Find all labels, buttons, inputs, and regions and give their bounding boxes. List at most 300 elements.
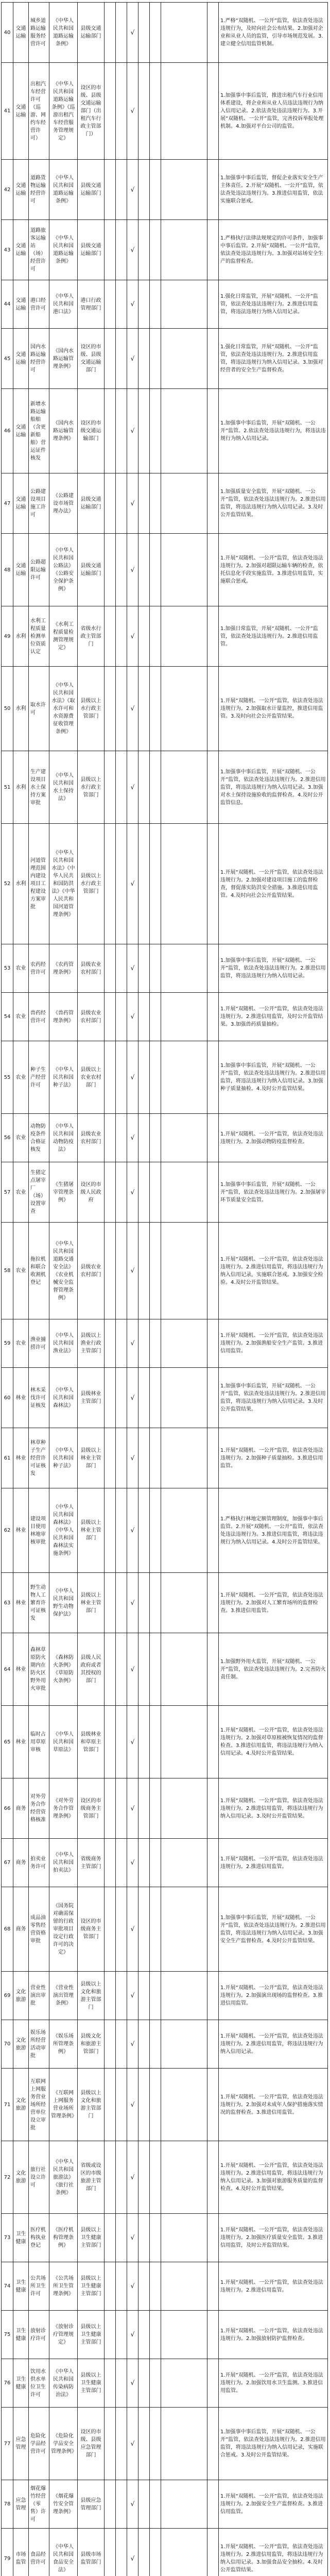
- cell-blank: [116, 1839, 127, 1887]
- table-row: [2, 1887, 328, 1972]
- cell-blank: [105, 1223, 116, 1319]
- cell-category: 农业: [13, 1319, 29, 1368]
- cell-blank: [138, 534, 150, 606]
- cell-method: [161, 1839, 207, 1887]
- cell-check: √: [127, 534, 138, 606]
- cell-no: 48: [2, 534, 13, 606]
- cell-check: √: [127, 2311, 138, 2359]
- cell-blank: [116, 1041, 127, 1114]
- cell-blank: [105, 1319, 116, 1368]
- table-row: [2, 2069, 328, 2141]
- cell-basis: 《危险化学品安全管理条例》: [49, 2408, 78, 2480]
- cell-method: [161, 667, 207, 751]
- cell-method: [161, 2529, 207, 2576]
- cell-check: √: [127, 160, 138, 220]
- cell-blank: [150, 1368, 161, 1428]
- cell-no: 57: [2, 1162, 13, 1223]
- cell-blank: [150, 667, 161, 751]
- cell-measures: 1.开展“双随机、一公开”监管，依法查处违法违规行为。2.加强对建设项目施工的监督检查，督促落实防洪安全措施。3.推进信用监管。4.及时向社会公开监管结果。: [219, 824, 328, 944]
- table-row: [2, 1573, 328, 1633]
- cell-blank: [105, 944, 116, 993]
- cell-blank: [116, 220, 127, 280]
- cell-measures: 1.开展“双随机、一公开”监管，依法查处违法违规行为。2.推进信用监管。: [219, 2262, 328, 2311]
- cell-item-name: 国内水路运输经营许可: [29, 329, 49, 389]
- cell-basis: 《中华人民共和国道路运输条例》: [49, 3, 78, 63]
- cell-measures: 1.开展“双随机、一公开”监管，依法查处违法违规行为。2.加强饮用水卫生监测。3.推进信用监管。: [219, 2359, 328, 2408]
- cell-blank: [116, 993, 127, 1041]
- table-row: [2, 824, 328, 944]
- cell-blank: [138, 1488, 150, 1573]
- table-row: [2, 1839, 328, 1887]
- cell-blank: [116, 1223, 127, 1319]
- table-row: [2, 3, 328, 63]
- cell-method: [161, 3, 207, 63]
- cell-item-name: 动物防疫条件合格证核发: [29, 1114, 49, 1162]
- cell-department: 县级以上卫生健康主管部门: [78, 2262, 105, 2311]
- cell-method: [161, 2480, 207, 2529]
- cell-department: 县级农业农村部门: [78, 1114, 105, 1162]
- cell-blank: [207, 1162, 219, 1223]
- cell-no: 68: [2, 1887, 13, 1972]
- cell-basis: 《中华人民共和国草原法》: [49, 1706, 78, 1778]
- cell-basis: 《中华人民共和国森林法》: [49, 1368, 78, 1428]
- cell-blank: [105, 2069, 116, 2141]
- cell-method: [161, 1428, 207, 1488]
- cell-blank: [150, 280, 161, 329]
- cell-measures: 1.加强质量安全监管，开展“双随机、一公开”监管，依法查处违法违规行为。2.推进信用监管，将违法违规行为纳入信用记录。3.及时公开监管结果。: [219, 473, 328, 534]
- cell-blank: [150, 2020, 161, 2069]
- cell-check: √: [127, 220, 138, 280]
- cell-basis: 《中华人民共和国道路运输条例》《巡游出租汽车经营服务管理规定》: [49, 63, 78, 160]
- cell-blank: [116, 534, 127, 606]
- cell-category: 水利: [13, 824, 29, 944]
- cell-blank: [116, 1114, 127, 1162]
- cell-blank: [116, 944, 127, 993]
- cell-method: [161, 944, 207, 993]
- cell-blank: [105, 280, 116, 329]
- cell-no: 49: [2, 606, 13, 667]
- cell-basis: 《对外劳务合作管理条例》: [49, 1778, 78, 1839]
- cell-department: 县级以上文化和旅游主管部门: [78, 1972, 105, 2020]
- cell-item-name: 娱乐场所经营活动审批: [29, 2020, 49, 2069]
- cell-blank: [207, 63, 219, 160]
- cell-basis: 《中华人民共和国拍卖法》: [49, 1839, 78, 1887]
- cell-measures: 1.开展“双随机、一公开”监管，依法查处违法违规行为。2.推进信用监管。: [219, 1839, 328, 1887]
- table-row: [2, 2020, 328, 2069]
- cell-basis: 《国务院对确需保留的行政审批项目设定行政许可的决定》: [49, 1887, 78, 1972]
- cell-blank: [207, 944, 219, 993]
- cell-department: 港口行政管理部门: [78, 280, 105, 329]
- cell-no: 58: [2, 1223, 13, 1319]
- cell-method: [161, 389, 207, 473]
- cell-blank: [138, 389, 150, 473]
- cell-no: 56: [2, 1114, 13, 1162]
- cell-item-name: 农药经营许可: [29, 944, 49, 993]
- table-row: [2, 2311, 328, 2359]
- cell-method: [161, 1368, 207, 1428]
- cell-check: √: [127, 1706, 138, 1778]
- cell-measures: 1.开展“双随机、一公开”监管，依法查处违法违规行为。2.推进信用监管，将违法违规行为纳入信用记录。: [219, 2020, 328, 2069]
- cell-blank: [105, 1573, 116, 1633]
- cell-basis: 《农药管理条例》: [49, 944, 78, 993]
- cell-method: [161, 993, 207, 1041]
- cell-blank: [116, 1368, 127, 1428]
- cell-basis: 《互联网上网服务营业场所管理条例》: [49, 2069, 78, 2141]
- cell-department: 设区的市级、县级应急管理部门: [78, 2408, 105, 2480]
- cell-method: [161, 1114, 207, 1162]
- cell-category: 交通运输: [13, 534, 29, 606]
- cell-category: 交通运输: [13, 3, 29, 63]
- cell-measures: 1.严格执行林地定额管理制度，加强事中事后监管。2.开展“双随机、一公开”监管，依法查处违法违规行为。3.推进信用监管，将违法违规行为纳入信用记录。4.及时公开监管结果。: [219, 1488, 328, 1573]
- cell-check: √: [127, 2408, 138, 2480]
- cell-blank: [116, 160, 127, 220]
- cell-category: 交通运输: [13, 329, 29, 389]
- cell-method: [161, 1319, 207, 1368]
- cell-no: 65: [2, 1706, 13, 1778]
- cell-no: 51: [2, 751, 13, 824]
- cell-department: 县级应急管理部门: [78, 2480, 105, 2529]
- cell-method: [161, 1706, 207, 1778]
- table-row: [2, 1223, 328, 1319]
- cell-method: [161, 1488, 207, 1573]
- cell-blank: [105, 329, 116, 389]
- cell-check: √: [127, 63, 138, 160]
- cell-blank: [150, 3, 161, 63]
- cell-method: [161, 2141, 207, 2214]
- table-row: [2, 1778, 328, 1839]
- cell-blank: [138, 667, 150, 751]
- cell-method: [161, 1041, 207, 1114]
- cell-item-name: 渔业捕捞许可: [29, 1319, 49, 1368]
- table-row: [2, 1972, 328, 2020]
- cell-blank: [116, 2069, 127, 2141]
- cell-check: √: [127, 1839, 138, 1887]
- cell-category: 农业: [13, 1223, 29, 1319]
- table-row: [2, 2141, 328, 2214]
- cell-no: 72: [2, 2141, 13, 2214]
- cell-check: √: [127, 280, 138, 329]
- cell-method: [161, 160, 207, 220]
- cell-method: [161, 220, 207, 280]
- cell-method: [161, 534, 207, 606]
- cell-department: 县级以上水行政主管部门: [78, 751, 105, 824]
- cell-blank: [116, 751, 127, 824]
- table-row: [2, 1428, 328, 1488]
- cell-check: √: [127, 2359, 138, 2408]
- cell-category: 农业: [13, 1041, 29, 1114]
- cell-blank: [138, 1428, 150, 1488]
- cell-blank: [207, 1778, 219, 1839]
- cell-category: 交通运输: [13, 220, 29, 280]
- cell-blank: [138, 606, 150, 667]
- cell-basis: 《中华人民共和国水土保持法》: [49, 751, 78, 824]
- cell-basis: 《营业性演出管理条例》: [49, 1972, 78, 2020]
- cell-measures: 1.加强事中事后监管，开展“双随机、一公开”监管，依法查处违法违规行为。2.推进信用监管，将违法违规行为纳入信用记录。3.加强安全生产监督检查。4.及时公开监管结果。: [219, 1887, 328, 1972]
- cell-blank: [150, 534, 161, 606]
- table-row: [2, 220, 328, 280]
- cell-no: 63: [2, 1573, 13, 1633]
- cell-basis: 《医疗机构管理条例》: [49, 2214, 78, 2262]
- cell-blank: [138, 1972, 150, 2020]
- cell-department: 县级交通运输部门: [78, 3, 105, 63]
- cell-category: 文化旅游: [13, 1972, 29, 2020]
- table-row: [2, 473, 328, 534]
- cell-department: 县级以上卫生健康主管部门: [78, 2311, 105, 2359]
- cell-measures: 1.加强事中事后监管，开展“双随机、一公开”监管，依法查处违法违规行为。2.推进信用监管，将违法违规行为纳入信用记录。3.加强对水土保持设施验收的监督检查。4.及时公开监管信息。: [219, 751, 328, 824]
- table-row: [2, 1114, 328, 1162]
- cell-blank: [138, 160, 150, 220]
- cell-check: √: [127, 1573, 138, 1633]
- cell-measures: 1.加强事中事后监管，督促企业落实安全生产主体责任。2.开展“双随机、一公开”监管，依法查处违法违规行为。3.推进信用监管，依法实施联合惩戒。: [219, 160, 328, 220]
- cell-no: 55: [2, 1041, 13, 1114]
- cell-blank: [150, 1114, 161, 1162]
- cell-blank: [150, 2480, 161, 2529]
- cell-category: 卫生健康: [13, 2311, 29, 2359]
- cell-blank: [105, 2529, 116, 2576]
- cell-measures: 1.强化日常监管，开展“双随机、一公开”监管，依法查处违法违规行为。2.推进信用监管，将违法违规行为纳入信用记录。3.加强对经营者的安全生产监督检查。: [219, 329, 328, 389]
- cell-department: 县级林业主管部门: [78, 1368, 105, 1428]
- cell-blank: [207, 389, 219, 473]
- cell-item-name: 生产建设项目水土保持方案审批: [29, 751, 49, 824]
- cell-blank: [207, 1887, 219, 1972]
- cell-check: √: [127, 3, 138, 63]
- cell-check: √: [127, 1319, 138, 1368]
- cell-blank: [150, 824, 161, 944]
- cell-blank: [116, 2529, 127, 2576]
- cell-category: 林业: [13, 1633, 29, 1706]
- cell-blank: [207, 2262, 219, 2311]
- cell-item-name: 森林草原防火期内在防火区野外用火审批: [29, 1633, 49, 1706]
- cell-department: 县级以上农业农村部门: [78, 1041, 105, 1114]
- cell-item-name: 道路货物运输经营许可: [29, 160, 49, 220]
- cell-blank: [138, 2214, 150, 2262]
- cell-method: [161, 2408, 207, 2480]
- cell-department: 县级以上林业主管部门: [78, 1573, 105, 1633]
- cell-blank: [207, 2020, 219, 2069]
- cell-blank: [207, 220, 219, 280]
- cell-measures: 1.严格“双随机、一公开”监管，依法查处违法违规行为，及时向社会公布结果。2.加强对企业和从业人员的监管，引导市场规范发展。3.建立健全信用监管机制。: [219, 3, 328, 63]
- cell-basis: 《娱乐场所管理条例》: [49, 2020, 78, 2069]
- cell-measures: 1.加强日常监管，开展“双随机、一公开”监管，依法查处违法违规行为。2.推进信用监管。: [219, 606, 328, 667]
- table-row: [2, 2359, 328, 2408]
- cell-item-name: 营业性演出审批: [29, 1972, 49, 2020]
- cell-no: 41: [2, 63, 13, 160]
- cell-check: √: [127, 1428, 138, 1488]
- cell-blank: [207, 667, 219, 751]
- cell-measures: 1.开展“双随机、一公开”监管，依法查处违法违规行为。2.加强放射防护监督检查。: [219, 2311, 328, 2359]
- cell-no: 45: [2, 329, 13, 389]
- cell-blank: [150, 220, 161, 280]
- cell-no: 66: [2, 1778, 13, 1839]
- cell-blank: [150, 63, 161, 160]
- cell-blank: [116, 1573, 127, 1633]
- cell-blank: [105, 1114, 116, 1162]
- cell-blank: [105, 160, 116, 220]
- cell-category: 林业: [13, 1428, 29, 1488]
- cell-blank: [138, 1041, 150, 1114]
- cell-department: 县级文化和旅游主管部门: [78, 2020, 105, 2069]
- cell-method: [161, 1887, 207, 1972]
- cell-blank: [116, 606, 127, 667]
- cell-item-name: 种子生产经营许可: [29, 1041, 49, 1114]
- table-row: [2, 667, 328, 751]
- cell-blank: [138, 2480, 150, 2529]
- cell-blank: [116, 1887, 127, 1972]
- cell-blank: [207, 329, 219, 389]
- table-row: [2, 329, 328, 389]
- cell-blank: [105, 2359, 116, 2408]
- cell-item-name: 对外劳务合作经营资格核准: [29, 1778, 49, 1839]
- table-row: [2, 1488, 328, 1573]
- cell-blank: [105, 3, 116, 63]
- cell-blank: [207, 2069, 219, 2141]
- cell-item-name: 食品经营许可: [29, 2529, 49, 2576]
- cell-blank: [207, 824, 219, 944]
- cell-blank: [105, 220, 116, 280]
- table-row: [2, 1633, 328, 1706]
- cell-measures: 1.加强野外用火监管，开展“双随机、一公开”监管，依法查处违法违规行为。2.完善防火责任制。: [219, 1633, 328, 1706]
- cell-blank: [105, 1488, 116, 1573]
- cell-blank: [207, 1706, 219, 1778]
- cell-blank: [207, 160, 219, 220]
- cell-blank: [105, 824, 116, 944]
- cell-blank: [138, 2311, 150, 2359]
- table-row: [2, 1319, 328, 1368]
- cell-check: √: [127, 1162, 138, 1223]
- cell-blank: [105, 1162, 116, 1223]
- cell-basis: 《水利工程质量检测管理规定》: [49, 606, 78, 667]
- cell-department: 县级交通运输部门: [78, 220, 105, 280]
- cell-check: √: [127, 1041, 138, 1114]
- cell-blank: [150, 473, 161, 534]
- cell-measures: 1.开展“双随机、一公开”监管，依法查处违法违规行为。2.加强医疗质量安全监管。3.推进信用监管，及时公开监管结果。: [219, 2214, 328, 2262]
- cell-method: [161, 824, 207, 944]
- cell-measures: 1.开展“双随机、一公开”监管，依法查处违法违规行为。2.加强对超限运输车辆的检查，依托信息化手段实施监管。3.推进信用监管，实施联合惩戒。: [219, 534, 328, 606]
- cell-item-name: 公路超限运输许可: [29, 534, 49, 606]
- cell-basis: 《中华人民共和国渔业法》: [49, 1319, 78, 1368]
- cell-basis: 《森林防火条例》《草原防火条例》: [49, 1633, 78, 1706]
- cell-basis: 《中华人民共和国水法》《取水许可和水资源费征收管理条例》: [49, 667, 78, 751]
- cell-department: 县级交通运输部门: [78, 534, 105, 606]
- cell-check: √: [127, 667, 138, 751]
- cell-check: √: [127, 2262, 138, 2311]
- cell-measures: 1.强化日常监管，开展“双随机、一公开”监管，依法查处违法违规行为。2.推进信用监管，将违法违规行为纳入信用记录。: [219, 280, 328, 329]
- cell-blank: [150, 1488, 161, 1573]
- cell-department: 设区的市级交通运输部门: [78, 389, 105, 473]
- cell-blank: [150, 329, 161, 389]
- cell-blank: [150, 2311, 161, 2359]
- cell-measures: 1.开展“双随机、一公开”监管，依法查处违法违规行为。2.加强对人工繁育场所的监督检查。3.推进信用监管。: [219, 1573, 328, 1633]
- cell-blank: [207, 993, 219, 1041]
- cell-blank: [207, 534, 219, 606]
- cell-measures: 1.加强事中事后监管，开展“双随机、一公开”监管，依法查处违法违规行为。2.推进信用监管，将违法违规行为纳入信用记录。: [219, 944, 328, 993]
- cell-no: 70: [2, 2020, 13, 2069]
- cell-item-name: 临时占用草原审核: [29, 1706, 49, 1778]
- cell-basis: 《公共场所卫生管理条例》: [49, 2262, 78, 2311]
- cell-blank: [150, 2141, 161, 2214]
- cell-blank: [138, 2141, 150, 2214]
- cell-check: √: [127, 606, 138, 667]
- cell-no: 44: [2, 280, 13, 329]
- cell-department: 县级人民政府或者其授权的部门: [78, 1633, 105, 1706]
- cell-method: [161, 280, 207, 329]
- cell-blank: [116, 1706, 127, 1778]
- cell-blank: [207, 2311, 219, 2359]
- table-row: [2, 1041, 328, 1114]
- cell-method: [161, 2069, 207, 2141]
- cell-blank: [116, 824, 127, 944]
- cell-blank: [138, 329, 150, 389]
- cell-no: 52: [2, 824, 13, 944]
- cell-method: [161, 2359, 207, 2408]
- cell-blank: [150, 1428, 161, 1488]
- cell-category: 水利: [13, 751, 29, 824]
- cell-category: 农业: [13, 1114, 29, 1162]
- cell-no: 42: [2, 160, 13, 220]
- cell-blank: [207, 1114, 219, 1162]
- cell-blank: [207, 3, 219, 63]
- cell-no: 79: [2, 2529, 13, 2576]
- cell-blank: [207, 2141, 219, 2214]
- cell-no: 69: [2, 1972, 13, 2020]
- cell-blank: [138, 1114, 150, 1162]
- cell-category: 商务: [13, 1839, 29, 1887]
- cell-measures: 1.开展“双随机、一公开”监管，依法查处违法违规行为。2.推进信用监管，将违法违规行为纳入信用记录，实施联合惩戒。3.加强安全检验。4.及时公开监管结果。: [219, 1223, 328, 1319]
- cell-item-name: 林木采伐许可证核发: [29, 1368, 49, 1428]
- cell-measures: 1.开展“双随机、一公开”监管，依法查处违法违规行为。2.加强渔船安全生产监管。3.推进信用监管。: [219, 1319, 328, 1368]
- cell-category: 交通运输: [13, 160, 29, 220]
- cell-blank: [207, 473, 219, 534]
- permit-table: [1, 2, 328, 2576]
- cell-department: 县级农业农村部门: [78, 1223, 105, 1319]
- cell-category: 水利: [13, 667, 29, 751]
- cell-blank: [138, 1573, 150, 1633]
- cell-no: 71: [2, 2069, 13, 2141]
- cell-blank: [207, 606, 219, 667]
- cell-category: 卫生健康: [13, 2262, 29, 2311]
- cell-blank: [138, 2262, 150, 2311]
- cell-measures: 1.加强事中事后监管，开展“双随机、一公开”监管，依法查处违法违规行为。2.推进信用监管，将违法违规行为纳入信用记录。3.加强种子质量抽检。4.及时公开监管结果。: [219, 1041, 328, 1114]
- cell-check: √: [127, 2069, 138, 2141]
- cell-item-name: 水利工程质量检测单位资质认定: [29, 606, 49, 667]
- cell-no: 53: [2, 944, 13, 993]
- cell-measures: 1.开展“双随机、一公开”监管，依法查处违法违规行为。2.推进信用监管，将违法违规行为纳入信用记录。3.及时公开监管结果。: [219, 1778, 328, 1839]
- cell-measures: 1.加强事中事后监管，开展“双随机、一公开”监管，依法查处违法违规行为。2.加强屠宰环节质量安全监管。: [219, 1162, 328, 1223]
- cell-measures: 1.开展“双随机、一公开”监管，依法查处违法违规行为。2.加强演出现场的监督检查。3.推进信用监管。: [219, 1972, 328, 2020]
- cell-department: 省级商务主管部门: [78, 1839, 105, 1887]
- cell-blank: [150, 944, 161, 993]
- cell-blank: [105, 2408, 116, 2480]
- table-row: [2, 160, 328, 220]
- cell-category: 交通运输: [13, 280, 29, 329]
- cell-blank: [105, 2262, 116, 2311]
- cell-department: 设区的市级商务主管部门: [78, 1778, 105, 1839]
- cell-item-name: 港口经营许可: [29, 280, 49, 329]
- cell-method: [161, 1778, 207, 1839]
- cell-category: 农业: [13, 1162, 29, 1223]
- cell-no: 62: [2, 1488, 13, 1573]
- cell-item-name: 生猪定点屠宰厂（场）设置审查: [29, 1162, 49, 1223]
- cell-measures: 1.加强事中事后监管，开展“双随机、一公开”监管，依法查处违法违规行为。2.推进信用监管，将违法违规行为纳入信用记录。3.及时公开监管结果。: [219, 1368, 328, 1428]
- cell-blank: [138, 473, 150, 534]
- cell-blank: [207, 2529, 219, 2576]
- cell-measures: 1.开展“双随机、一公开”监管，依法查处违法违规行为。2.加强对未成年人保护措施落实情况的监督检查。3.推进信用监管。: [219, 2069, 328, 2141]
- cell-check: √: [127, 1488, 138, 1573]
- cell-measures: 1.严格执行法律法规规定的许可条件，加强事中事后监管。2.开展“双随机、一公开”监管，依法查处违法违规行为。3.加强对站场安全生产的监督检查。: [219, 220, 328, 280]
- cell-blank: [105, 993, 116, 1041]
- cell-blank: [116, 2262, 127, 2311]
- cell-blank: [138, 280, 150, 329]
